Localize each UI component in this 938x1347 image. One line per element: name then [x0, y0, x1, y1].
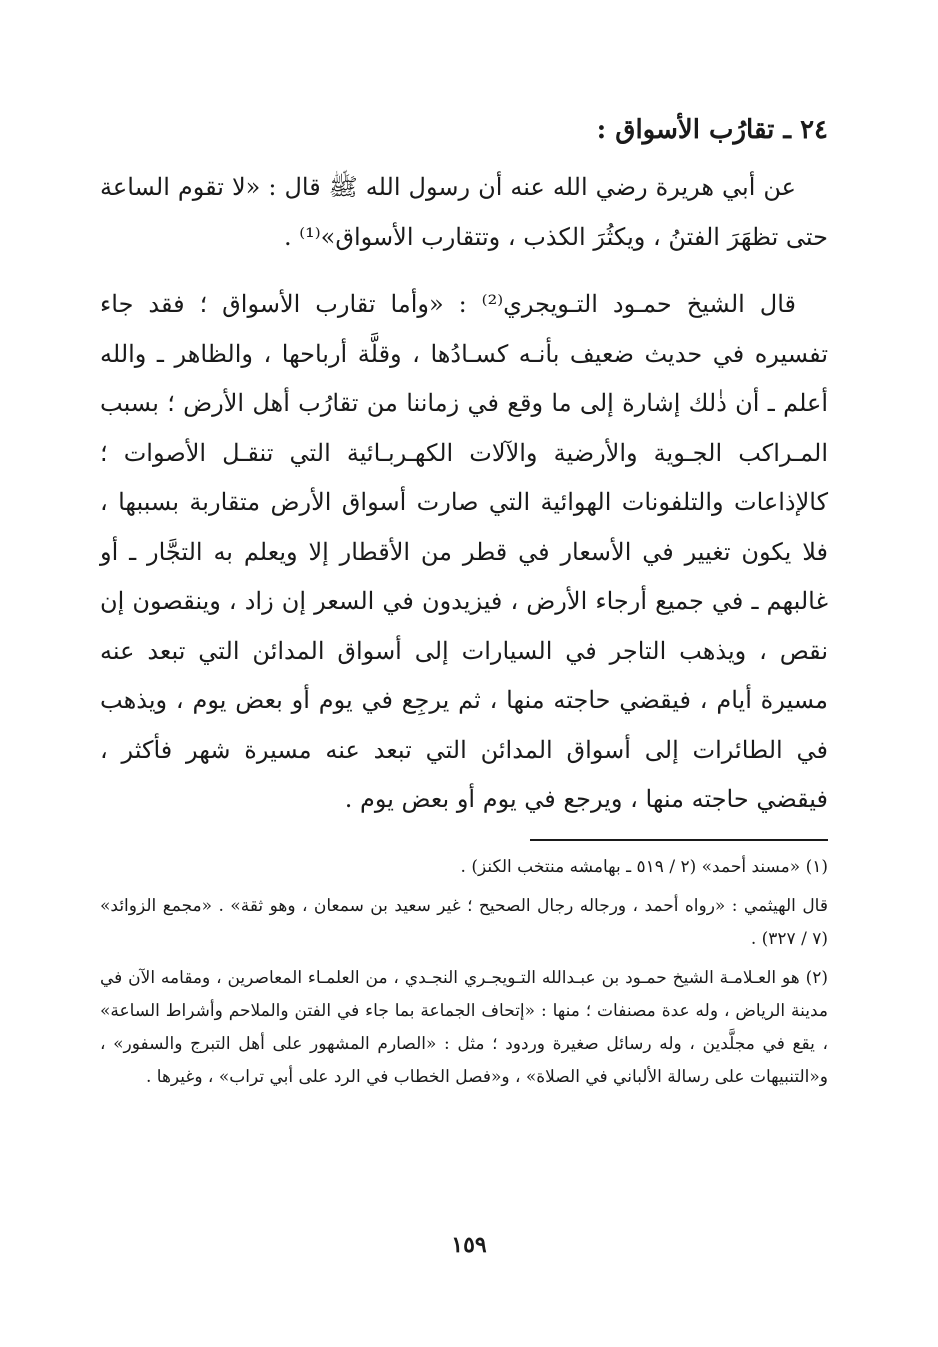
page-number: ١٥٩	[451, 1232, 487, 1258]
footnote-1-continued: قال الهيثمي : «رواه أحمد ، ورجاله رجال الصحيح ؛ غير سعيد بن سمعان ، وهو ثقة» . «مجمع الزوائد» (٧ / ٣٢٧) .	[100, 895, 828, 949]
footnote-separator	[530, 839, 828, 841]
page-content	[100, 95, 828, 1347]
commentary-paragraph: قال الشيخ حمـود التـويجري⁽²⁾ : «وأما تقارب الأسواق ؛ فقد جاء تفسيره في حديث ضعيف بأنـه كسـادُها ، وقلَّة أرباحها ، والظاهر ـ والله أعلم ـ أن ذٰلك إشارة إلى ما وقع في زماننا من تقارُب أهل الأرض ؛ بسبب المـراكب الجـوية والأرضية والآلات الكهـربـائية التي تنقـل الأصوات ؛ كالإذاعات والتلفونات الهوائية التي صارت أسواق الأرض متقاربة بسببها ، فلا يكون تغيير في الأسعار في قطر من الأقطار إلا ويعلم به التجَّار ـ أو غالبهم ـ في جميع أرجاء الأرض ، فيزيدون في السعر إن زاد ، وينقصون إن نقص ، ويذهب التاجر في السيارات إلى أسواق المدائن التي تبعد عنه مسيرة أيام ، فيقضي حاجته منها ، ثم يرجِع في يوم أو بعض يوم ، ويذهب في الطائرات إلى أسواق المدائن التي تبعد عنه مسيرة شهر فأكثر ، فيقضي حاجته منها ، ويرجع في يوم أو بعض يوم .	[100, 290, 829, 813]
footnote-2: (٢) هو العـلامـة الشيخ حمـود بن عبـدالله التـويجـري النجـدي ، من العلمـاء المعاصرين ، ومقامه الآن في مدينة الرياض ، وله عدة مصنفات ؛ منها : «إتحاف الجماعة بما جاء في الفتن والملاحم وأشراط الساعة» ، يقع في مجلَّدين ، وله رسائل صغيرة وردود ؛ مثل : «الصارم المشهور على أهل التبرج والسفور» ، و«التنبيهات على رسالة الألباني في الصلاة» ، و«فصل الخطاب في الرد على أبي تراب» ، وغيرها .	[100, 967, 828, 1087]
section-heading: ٢٤ ـ تقارُب الأسواق :	[596, 115, 828, 145]
footnote-1: (١) «مسند أحمد» (٢ / ٥١٩ ـ بهامشه منتخب الكنز) .	[460, 856, 828, 877]
hadith-paragraph: عن أبي هريرة رضي الله عنه أن رسول الله ﷺ قال : «لا تقوم الساعة حتى تظهَرَ الفتنُ ، ويكثُرَ الكذب ، وتتقارب الأسواق»⁽¹⁾ .	[100, 173, 828, 251]
